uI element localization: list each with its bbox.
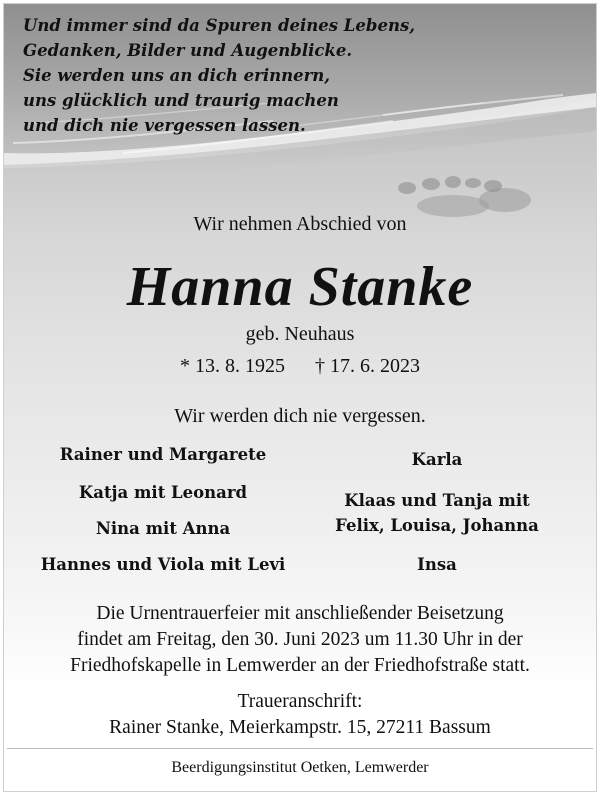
address-line: Rainer Stanke, Meierkampstr. 15, 27211 Bassum — [109, 717, 491, 738]
obituary-notice — [3, 3, 597, 792]
closing-line: Wir werden dich nie vergessen. — [174, 405, 426, 427]
mourner: Karla — [411, 450, 463, 469]
birth-name: geb. Neuhaus — [245, 323, 355, 345]
ceremony-info — [3, 601, 597, 679]
funeral-home: Beerdigungsinstitut Oetken, Lemwerder — [171, 759, 429, 776]
ceremony-line: Die Urnentrauerfeier mit anschließender Beisetzung — [96, 603, 504, 624]
mourner: Nina mit Anna — [95, 519, 231, 538]
mourner: Felix, Louisa, Johanna — [335, 516, 539, 535]
death-date: † 17. 6. 2023 — [315, 355, 420, 377]
poem-line: Sie werden uns an dich erinnern, — [23, 66, 331, 85]
ceremony-line: findet am Freitag, den 30. Juni 2023 um 11.30 Uhr in der — [77, 629, 523, 650]
poem-line: Und immer sind da Spuren deines Lebens, — [23, 16, 415, 35]
mourner: Rainer und Margarete — [59, 445, 267, 464]
farewell-intro: Wir nehmen Abschied von — [193, 213, 407, 235]
deceased-name: Hanna Stanke — [126, 256, 474, 318]
poem-line: Gedanken, Bilder und Augenblicke. — [23, 41, 353, 60]
ceremony-line: Friedhofskapelle in Lemwerder an der Friedhofstraße statt. — [70, 655, 530, 676]
birth-date: * 13. 8. 1925 — [180, 355, 285, 377]
poem-line: und dich nie vergessen lassen. — [23, 116, 306, 135]
mourner: Hannes und Viola mit Levi — [40, 555, 286, 574]
address-label: Traueranschrift: — [237, 691, 363, 712]
mourner: Klaas und Tanja mit — [344, 491, 530, 510]
mourner: Insa — [417, 555, 457, 574]
footer-divider — [7, 748, 593, 749]
mourner: Katja mit Leonard — [78, 483, 248, 502]
life-dates — [3, 355, 597, 378]
poem — [23, 13, 463, 138]
poem-line: uns glücklich und traurig machen — [23, 91, 339, 110]
mourning-address — [3, 689, 597, 741]
